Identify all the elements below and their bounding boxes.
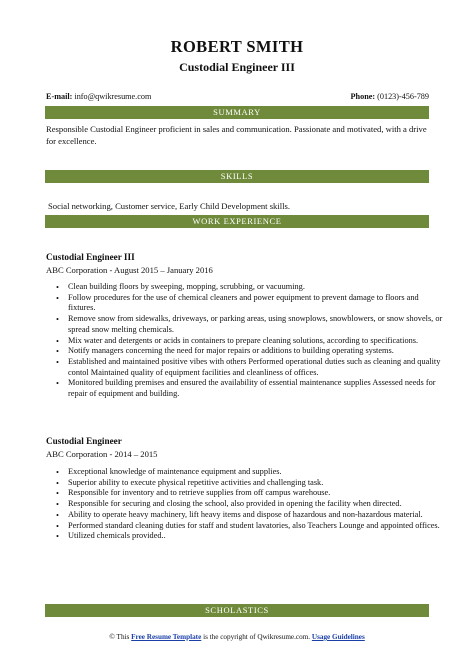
candidate-name: ROBERT SMITH (170, 37, 304, 56)
job-2-bullets (46, 467, 448, 542)
job-1-bullets (46, 282, 448, 400)
job-2-meta: ABC Corporation - 2014 – 2015 (46, 449, 158, 459)
list-item: • Performed standard cleaning duties for staff and student lavatories, also Teachers Lounge and appointed offices. (68, 521, 448, 532)
job-1-title: Custodial Engineer III (46, 252, 135, 262)
skills-heading: SKILLS (45, 170, 429, 183)
candidate-title: Custodial Engineer III (179, 60, 295, 74)
list-item: • Remove snow from sidewalks, driveways, or parking areas, using snowplows, snowblowers, or snow shovels, or spread snow melting chemicals. (68, 314, 448, 335)
list-item: • Monitored building premises and ensured the availability of essential maintenance supplies Assessed needs for repair of equipment and building. (68, 378, 448, 399)
copyright-symbol: © (109, 632, 115, 641)
list-item: • Mix water and detergents or acids in containers to prepare cleaning solutions, according to specifications. (68, 336, 448, 347)
phone-value: (0123)-456-789 (377, 92, 429, 101)
free-resume-template-link[interactable]: Free Resume Template (131, 633, 202, 641)
work-experience-heading: WORK EXPERIENCE (45, 215, 429, 228)
email-label: E-mail: (46, 92, 73, 101)
footer-note (0, 632, 474, 641)
summary-text: Responsible Custodial Engineer proficient in sales and communication. Passionate and motivated, with a drive for excellence. (46, 124, 427, 146)
list-item: • Responsible for securing and closing the school, also provided in opening the facility when directed. (68, 499, 448, 510)
list-item: • Responsible for inventory and to retrieve supplies from off campus warehouse. (68, 488, 448, 499)
scholastics-heading: SCHOLASTICS (45, 604, 429, 617)
list-item: • Established and maintained positive vibes with others Performed operational duties such as cleaning and quality contol Maintained quality of equipment facilities and cleanliness of offices. (68, 357, 448, 378)
list-item: • Follow procedures for the use of chemical cleaners and power equipment to prevent damage to floors and fixtures. (68, 293, 448, 314)
email-value[interactable]: info@qwikresume.com (74, 92, 152, 101)
phone-line (351, 92, 429, 101)
email-line (46, 92, 151, 101)
footer-text-2: is the copyright of Qwikresume.com. (201, 633, 312, 641)
footer-text-1: This (114, 633, 132, 641)
list-item: • Superior ability to execute physical repetitive activities and challenging task. (68, 478, 448, 489)
summary-heading: SUMMARY (45, 106, 429, 119)
list-item: • Ability to operate heavy machinery, lift heavy items and dispose of hazardous and non-hazardous material. (68, 510, 448, 521)
job-2-title: Custodial Engineer (46, 436, 122, 446)
list-item: • Utilized chemicals provided.. (68, 531, 448, 542)
usage-guidelines-link[interactable]: Usage Guidelines (311, 633, 365, 641)
list-item: • Clean building floors by sweeping, mopping, scrubbing, or vacuuming. (68, 282, 448, 293)
phone-label: Phone: (350, 92, 376, 101)
list-item: • Notify managers concerning the need for major repairs or additions to building operating systems. (68, 346, 448, 357)
list-item: • Exceptional knowledge of maintenance equipment and supplies. (68, 467, 448, 478)
job-1-meta: ABC Corporation - August 2015 – January 2016 (46, 265, 213, 275)
skills-text: Social networking, Customer service, Early Child Development skills. (48, 201, 291, 211)
